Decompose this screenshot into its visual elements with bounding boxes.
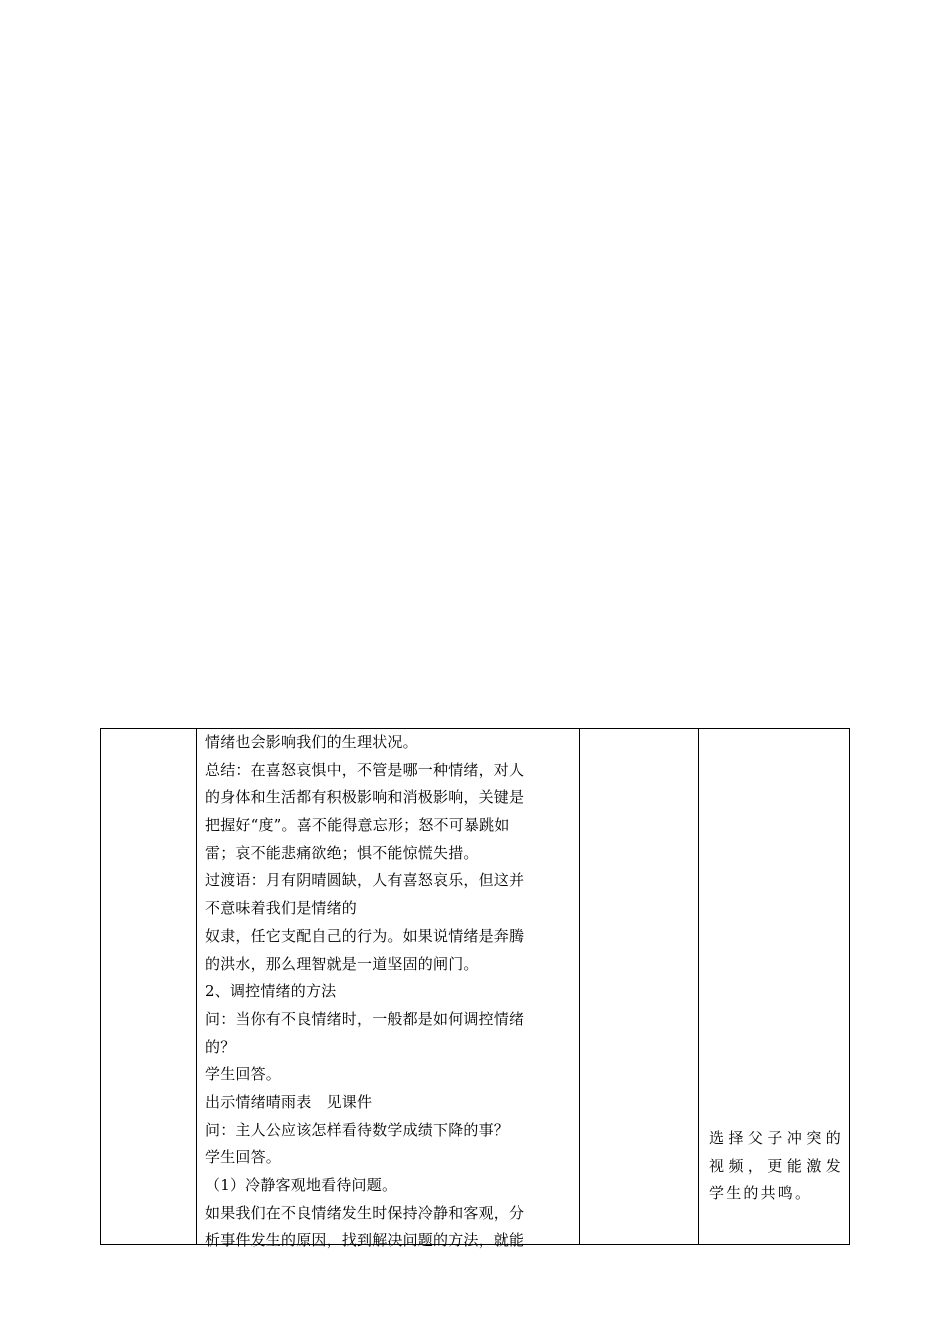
column-divider-3 xyxy=(698,729,699,1244)
text-line: 学生回答。 xyxy=(205,1148,282,1167)
text-line: 奴隶，任它支配自己的行为。如果说情绪是奔腾 xyxy=(205,926,525,945)
text-line: 问：当你有不良情绪时，一般都是如何调控情绪 xyxy=(205,1009,525,1028)
teaching-process-cell xyxy=(205,729,577,1255)
column-divider-2 xyxy=(579,729,580,1244)
text-line: 不意味着我们是情绪的 xyxy=(205,899,358,918)
text-line: 的洪水，那么理智就是一道坚固的闸门。 xyxy=(205,954,479,973)
text-line: 过渡语：月有阴晴圆缺，人有喜怒哀乐，但这并 xyxy=(205,871,525,890)
text-line: 析事件发生的原因，找到解决问题的方法，就能 xyxy=(205,1231,525,1250)
text-line: 2、调控情绪的方法 xyxy=(205,982,337,1001)
text-line: 的身体和生活都有积极影响和消极影响，关键是 xyxy=(205,788,525,807)
design-intent-note: 选择父子冲突的视频，更能激发学生的共鸣。 xyxy=(709,1129,843,1202)
text-line: 学生回答。 xyxy=(205,1065,282,1084)
text-line: 问：主人公应该怎样看待数学成绩下降的事？ xyxy=(205,1120,510,1139)
text-line: 如果我们在不良情绪发生时保持冷静和客观，分 xyxy=(205,1203,525,1222)
text-line: 总结：在喜怒哀惧中，不管是哪一种情绪，对人 xyxy=(205,760,525,779)
text-line: （1）冷静客观地看待问题。 xyxy=(205,1176,398,1194)
text-line: 的？ xyxy=(205,1037,236,1056)
column-divider-1 xyxy=(196,729,197,1244)
lesson-plan-table xyxy=(100,728,850,1250)
text-line: 把握好“度”。喜不能得意忘形；怒不可暴跳如 xyxy=(205,816,510,835)
text-line: 雷；哀不能悲痛欲绝；惧不能惊慌失措。 xyxy=(205,843,479,862)
text-line: 出示情绪晴雨表 见课件 xyxy=(205,1092,373,1111)
text-line: 情绪也会影响我们的生理状况。 xyxy=(205,733,418,751)
